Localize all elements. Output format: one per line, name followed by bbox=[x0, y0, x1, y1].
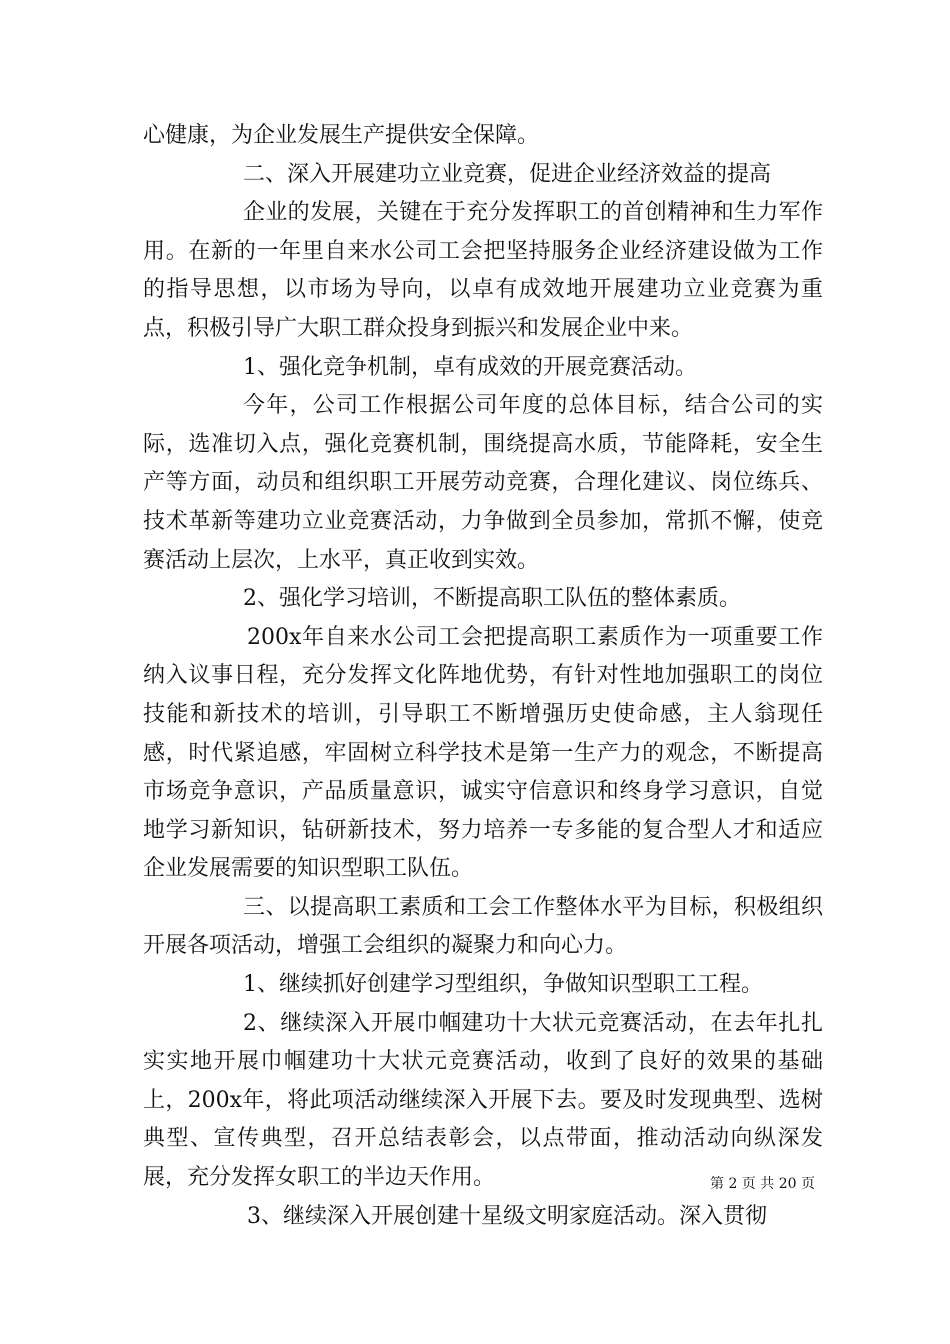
item-learning-organization: 1、继续抓好创建学习型组织，争做知识型职工工程。 bbox=[243, 972, 763, 998]
heading-section-three: 三、以提高职工素质和工会工作整体水平为目标，积极组织开展各项活动，增强工会组织的凝聚力和向心力。 bbox=[143, 894, 823, 959]
heading-section-two: 二、深入开展建功立业竞赛，促进企业经济效益的提高 bbox=[243, 161, 772, 187]
document-body bbox=[143, 117, 823, 1236]
item-women-competition: 2、继续深入开展巾帼建功十大状元竞赛活动，在去年扎扎实实地开展巾帼建功十大状元竞赛活动，收到了良好的效果的基础上，200x年，将此项活动继续深入开展下去。要及时发现典型、选树典型、宣传典型，召开总结表彰会，以点带面，推动活动向纵深发展，充分发挥女职工的半边天作用。 bbox=[143, 1010, 823, 1191]
subheading-training: 2、强化学习培训，不断提高职工队伍的整体素质。 bbox=[243, 586, 741, 612]
paragraph-enterprise-development: 企业的发展，关键在于充分发挥职工的首创精神和生力军作用。在新的一年里自来水公司工会把坚持服务企业经济建设做为工作的指导思想，以市场为导向，以卓有成效地开展建功立业竞赛为重点，积极引导广大职工群众投身到振兴和发展企业中来。 bbox=[143, 200, 823, 341]
paragraph-training-detail: 200x年自来水公司工会把提高职工素质作为一项重要工作纳入议事日程，充分发挥文化阵地优势，有针对性地加强职工的岗位技能和新技术的培训，引导职工不断增强历史使命感，主人翁现任感，时代紧追感，牢固树立科学技术是第一生产力的观念，不断提高市场竞争意识，产品质量意识，诚实守信意识和终身学习意识，自觉地学习新知识，钻研新技术，努力培养一专多能的复合型人才和适应企业发展需要的知识型职工队伍。 bbox=[143, 624, 823, 882]
page-number: 第 2 页 共 20 页 bbox=[710, 1176, 815, 1192]
subheading-competition-mechanism: 1、强化竞争机制，卓有成效的开展竞赛活动。 bbox=[243, 354, 697, 380]
paragraph-this-year: 今年，公司工作根据公司年度的总体目标，结合公司的实际，选准切入点，强化竞赛机制，围绕提高水质，节能降耗，安全生产等方面，动员和组织职工开展劳动竞赛，合理化建议、岗位练兵、技术革新等建功立业竞赛活动，力争做到全员参加，常抓不懈，使竞赛活动上层次，上水平，真正收到实效。 bbox=[143, 393, 823, 573]
item-civilized-family: 3、继续深入开展创建十星级文明家庭活动。深入贯彻 bbox=[247, 1203, 767, 1229]
paragraph-continuation: 心健康，为企业发展生产提供安全保障。 bbox=[143, 123, 540, 148]
